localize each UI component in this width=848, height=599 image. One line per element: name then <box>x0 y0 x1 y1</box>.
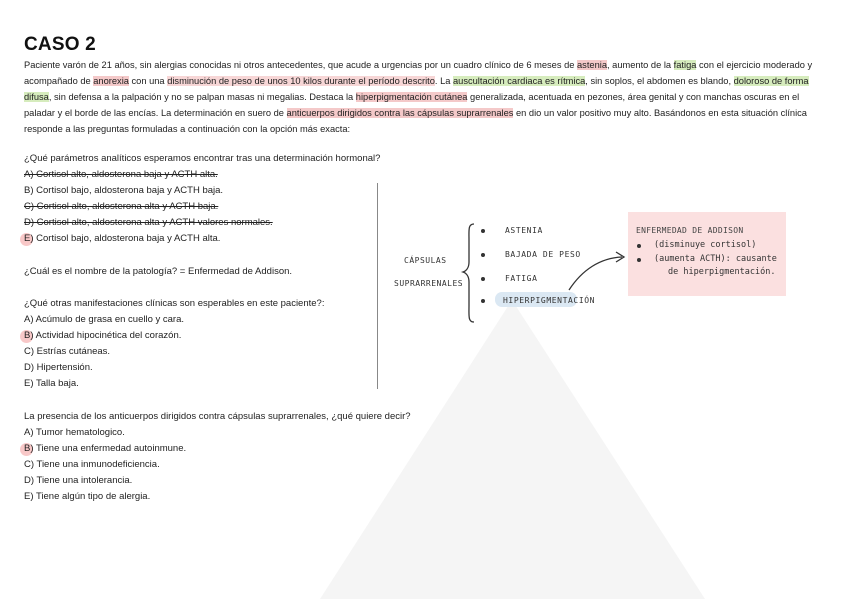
case-intro-paragraph <box>24 57 819 137</box>
bullet-icon <box>637 258 641 262</box>
q4-option-b: B) Tiene una enfermedad autoinmune. <box>24 443 187 454</box>
highlight-anticuerpos: anticuerpos dirigidos contra las cápsulas suprarrenales <box>286 108 514 118</box>
bullet-icon <box>481 229 485 233</box>
highlight-doloroso: doloroso de forma difusa <box>24 76 809 102</box>
note-box-line-3: de hiperpigmentación. <box>668 267 776 277</box>
intro-text: , aumento de la <box>607 60 674 70</box>
note-box-line-2: (aumenta ACTH): causante <box>654 254 777 264</box>
q1-option-a: A) Cortisol alto, aldosterona baja y ACTH alta. <box>24 169 218 180</box>
note-box-line-1: (disminuye cortisol) <box>654 240 757 250</box>
note-item-bajada-peso: BAJADA DE PESO <box>505 250 581 259</box>
highlight-anorexia: anorexia <box>93 76 129 86</box>
intro-text: generalizada, acentuada en pezones, área genital y con manchas oscuras en el paladar y el borde de las encías. La determinación en suero de <box>24 92 800 118</box>
bullet-icon <box>481 277 485 281</box>
intro-text: , sin defensa a la palpación y no se palpan masas ni megalias. Destaca la <box>48 92 356 102</box>
note-item-hiperpigmentacion: HIPERPIGMENTACIÓN <box>503 296 596 305</box>
curly-brace-icon <box>460 220 490 326</box>
highlight-fatiga: fatiga <box>673 60 697 70</box>
intro-text: con una <box>128 76 168 86</box>
q3-option-a: A) Acúmulo de grasa en cuello y cara. <box>24 314 185 325</box>
q1-option-b: B) Cortisol bajo, aldosterona baja y ACTH baja. <box>24 185 224 196</box>
q3-option-d: D) Hipertensión. <box>24 362 93 373</box>
q1-option-c: C) Cortisol alto, aldosterona alta y ACTH baja. <box>24 201 219 212</box>
q3-option-e: E) Talla baja. <box>24 378 79 389</box>
highlight-hiperpigmentacion: hiperpigmentación cutánea <box>355 92 468 102</box>
bullet-icon <box>481 299 485 303</box>
note-item-astenia: ASTENIA <box>505 226 543 235</box>
q1-option-d: D) Cortisol alto, aldosterona alta y ACTH valores normales. <box>24 217 273 228</box>
note-capsulas: CÁPSULAS <box>404 256 447 265</box>
intro-text: . La <box>434 76 453 86</box>
vertical-divider <box>377 183 378 389</box>
bullet-icon <box>637 244 641 248</box>
intro-text: con el ejercicio moderado y acompañado de <box>24 60 813 86</box>
note-box-title: ENFERMEDAD DE ADDISON <box>636 226 744 235</box>
q1-option-e: E) Cortisol bajo, aldosterona baja y ACTH alta. <box>24 233 221 244</box>
highlight-astenia: astenia <box>577 60 607 70</box>
bullet-icon <box>481 253 485 257</box>
question-4: La presencia de los anticuerpos dirigidos contra cápsulas suprarrenales, ¿qué quiere decir? <box>24 411 411 422</box>
question-3: ¿Qué otras manifestaciones clínicas son esperables en este paciente?: <box>24 298 325 309</box>
highlight-auscultacion: auscultación cardiaca es rítmica <box>453 76 586 86</box>
question-2: ¿Cuál es el nombre de la patología? = Enfermedad de Addison. <box>24 266 293 277</box>
intro-text: Paciente varón de 21 años, sin alergias conocidas ni otros antecedentes, que acude a urgencias por un cuadro clínico de 6 meses de <box>24 60 578 70</box>
q4-option-e: E) Tiene algún tipo de alergia. <box>24 491 151 502</box>
q4-option-d: D) Tiene una intolerancia. <box>24 475 133 486</box>
intro-text: en dio un valor positivo muy alto. Basándonos en esta situación clínica responde a las preguntas formuladas a continuación con la opción más exacta: <box>24 108 807 134</box>
question-1: ¿Qué parámetros analíticos esperamos encontrar tras una determinación hormonal? <box>24 153 381 164</box>
note-suprarrenales: SUPRARRENALES <box>394 279 464 288</box>
highlight-weight-loss: disminución de peso de unos 10 kilos durante el período descrito <box>167 76 435 86</box>
arrow-icon <box>566 248 628 294</box>
q4-option-c: C) Tiene una inmunodeficiencia. <box>24 459 160 470</box>
note-item-fatiga: FATIGA <box>505 274 538 283</box>
page-title: CASO 2 <box>24 34 96 55</box>
q3-option-c: C) Estrías cutáneas. <box>24 346 111 357</box>
q3-option-b: B) Actividad hipocinética del corazón. <box>24 330 182 341</box>
q4-option-a: A) Tumor hematologico. <box>24 427 125 438</box>
intro-text: , sin soplos, el abdomen es blando, <box>585 76 734 86</box>
